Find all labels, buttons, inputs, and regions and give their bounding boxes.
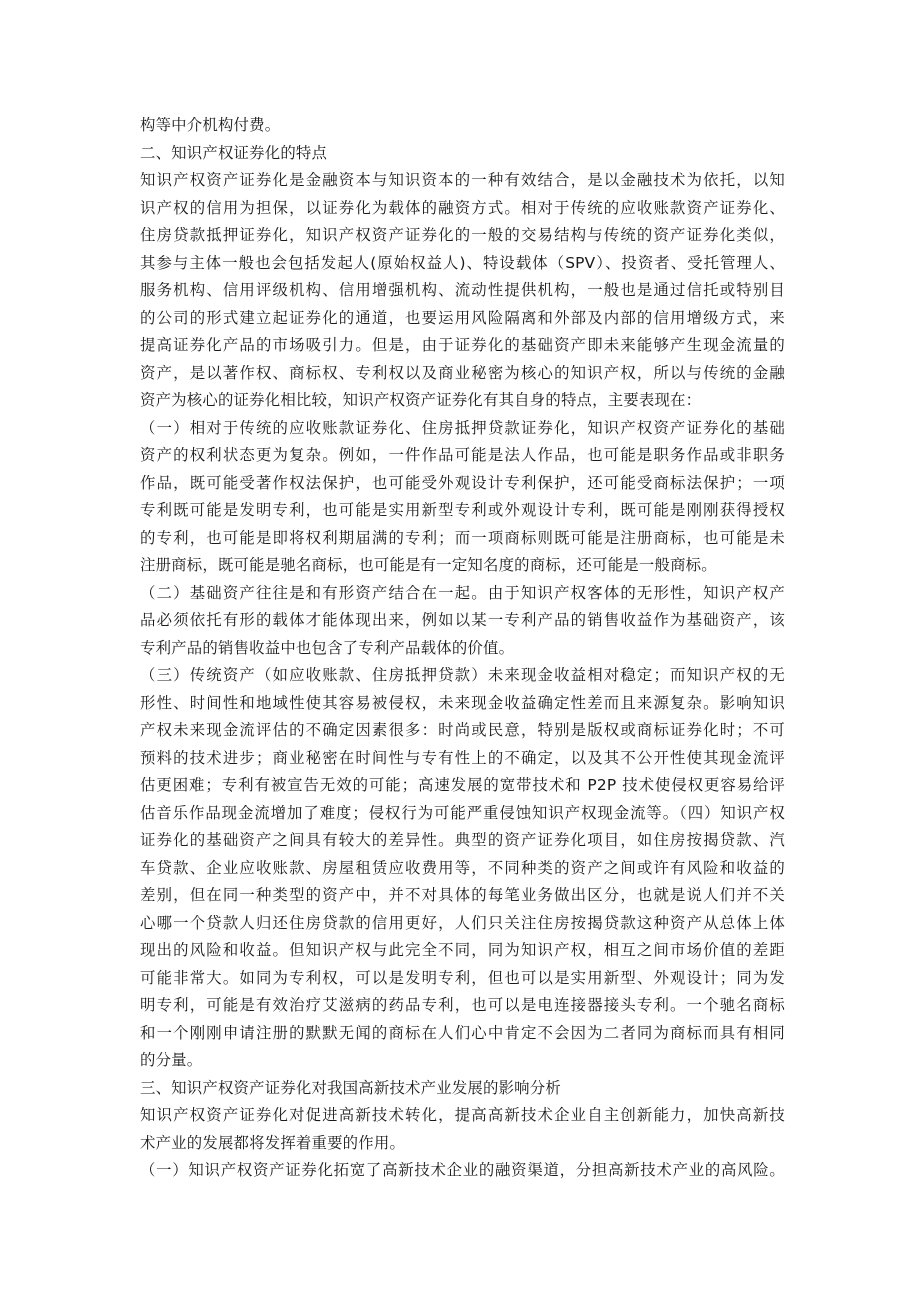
- text-line: 专利产品的销售收益中也包含了专利产品载体的价值。: [140, 638, 515, 657]
- text-line: 和一个刚刚申请注册的默默无闻的商标在人们心中肯定不会因为二者同为商标而具有相同: [140, 1023, 785, 1042]
- text-line: 证券化的基础资产之间具有较大的差异性。典型的资产证券化项目，如住房按揭贷款、汽: [140, 831, 785, 849]
- text-line: 产权未来现金流评估的不确定因素很多：时尚或民意，特别是版权或商标证券化时；不可: [140, 721, 785, 739]
- text-line: 知识产权资产证券化对促进高新技术转化，提高高新技术企业自主创新能力，加快高新技: [140, 1106, 785, 1124]
- text-line: 构等中介机构付费。: [140, 116, 281, 134]
- text-line: （二）基础资产往往是和有形资产结合在一起。由于知识产权客体的无形性，知识产权产: [140, 583, 785, 602]
- text-line: 估音乐作品现金流增加了难度；侵权行为可能严重侵蚀知识产权现金流等。（四）知识产权: [140, 803, 785, 822]
- text-line: 形性、时间性和地域性使其容易被侵权，未来现金收益确定性差而且来源复杂。影响知识: [140, 693, 785, 712]
- text-line: 资产，是以著作权、商标权、专利权以及商业秘密为核心的知识产权，所以与传统的金融: [140, 363, 785, 382]
- text-line: （一）相对于传统的应收账款证券化、住房抵押贷款证券化，知识产权资产证券化的基础: [140, 418, 785, 437]
- text-line: 心哪一个贷款人归还住房贷款的信用更好，人们只关注住房按揭贷款这种资产从总体上体: [140, 913, 785, 932]
- text-line: 识产权的信用为担保，以证券化为载体的融资方式。相对于传统的应收账款资产证券化、: [140, 198, 785, 217]
- section-heading: 三、知识产权资产证券化对我国高新技术产业发展的影响分析: [140, 1078, 561, 1097]
- text-line: 注册商标，既可能是驰名商标，也可能是有一定知名度的商标，还可能是一般商标。: [140, 556, 717, 574]
- text-line: 估更困难；专利有被宣告无效的可能；高速发展的宽带技术和 P2P 技术使侵权更容易给评: [140, 776, 785, 794]
- text-line: 车贷款、企业应收账款、房屋租赁应收费用等，不同种类的资产之间或许有风险和收益的: [140, 858, 785, 877]
- text-line: 品必须依托有形的载体才能体现出来，例如以某一专利产品的销售收益作为基础资产，该: [140, 611, 785, 629]
- text-line: 其参与主体一般也会包括发起人(原始权益人)、特设载体（SPV）、投资者、受托管理人、: [140, 253, 785, 272]
- text-line: 专利既可能是发明专利，也可能是实用新型专利或外观设计专利，既可能是刚刚获得授权: [140, 501, 785, 519]
- text-line: 知识产权资产证券化是金融资本与知识资本的一种有效结合，是以金融技术为依托，以知: [140, 171, 785, 189]
- text-line: 的分量。: [140, 1051, 203, 1069]
- text-line: （三）传统资产（如应收账款、住房抵押贷款）未来现金收益相对稳定；而知识产权的无: [140, 666, 785, 684]
- text-line: 明专利，可能是有效治疗艾滋病的药品专利，也可以是电连接器接头专利。一个驰名商标: [140, 996, 785, 1014]
- text-line: 资产为核心的证券化相比较，知识产权资产证券化有其自身的特点，主要表现在：: [140, 391, 702, 409]
- text-line: 现出的风险和收益。但知识产权与此完全不同，同为知识产权，相互之间市场价值的差距: [140, 941, 785, 959]
- text-line: 服务机构、信用评级机构、信用增强机构、流动性提供机构，一般也是通过信托或特别目: [140, 281, 785, 299]
- text-line: 作品，既可能受著作权法保护，也可能受外观设计专利保护，还可能受商标法保护；一项: [140, 473, 785, 492]
- text-line: 预料的技术进步；商业秘密在时间性与专有性上的不确定，以及其不公开性使其现金流评: [140, 748, 785, 767]
- text-line: 的专利，也可能是即将权利期届满的专利；而一项商标则既可能是注册商标，也可能是未: [140, 528, 785, 547]
- text-line: 资产的权利状态更为复杂。例如，一件作品可能是法人作品，也可能是职务作品或非职务: [140, 446, 785, 464]
- text-line: （一）知识产权资产证券化拓宽了高新技术企业的融资渠道，分担高新技术产业的高风险。: [140, 1161, 785, 1179]
- text-line: 术产业的发展都将发挥着重要的作用。: [140, 1133, 406, 1152]
- text-line: 可能非常大。如同为专利权，可以是发明专利，但也可以是实用新型、外观设计；同为发: [140, 968, 785, 987]
- text-line: 的公司的形式建立起证券化的通道，也要运用风险隔离和外部及内部的信用增级方式，来: [140, 308, 785, 327]
- text-line: 提高证券化产品的市场吸引力。但是，由于证券化的基础资产即未来能够产生现金流量的: [140, 336, 785, 354]
- text-line: 住房贷款抵押证券化，知识产权资产证券化的一般的交易结构与传统的资产证券化类似，: [140, 226, 785, 244]
- document-body: [140, 112, 785, 1185]
- text-line: 差别，但在同一种类型的资产中，并不对具体的每笔业务做出区分，也就是说人们并不关: [140, 886, 785, 904]
- section-heading: 二、知识产权证券化的特点: [140, 143, 328, 162]
